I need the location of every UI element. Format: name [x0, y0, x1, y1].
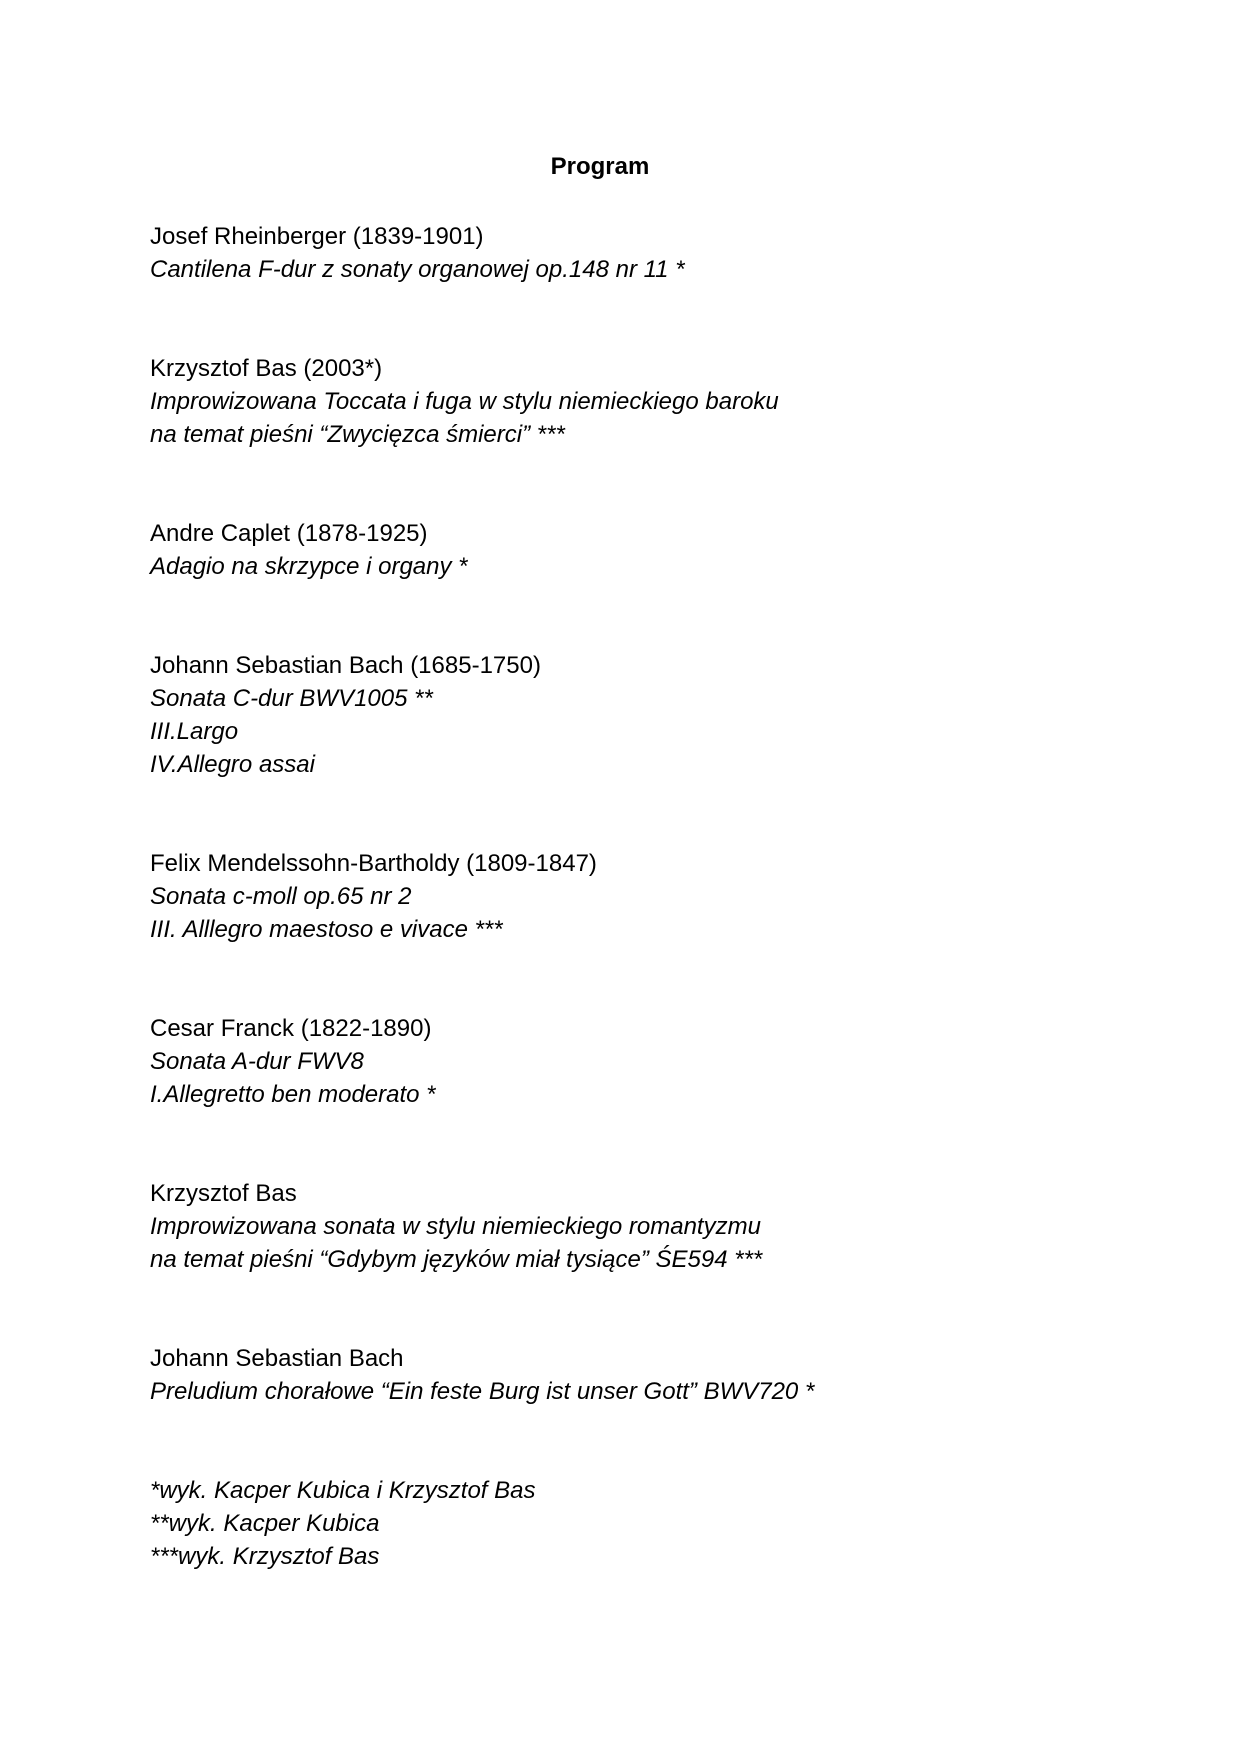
work-title: Improwizowana sonata w stylu niemieckiego romantyzmu: [150, 1213, 761, 1240]
composer-name: Andre Caplet (1878-1925): [150, 520, 428, 547]
program-item: [150, 1342, 1150, 1408]
program-item: [150, 220, 1150, 286]
program-item: [150, 847, 1150, 946]
program-item: [150, 517, 1150, 583]
work-title: Sonata A-dur FWV8: [150, 1048, 364, 1075]
spacer: [150, 1408, 1150, 1474]
program-item: [150, 352, 1150, 451]
program-list: [150, 220, 1150, 1573]
work-title: Improwizowana Toccata i fuga w stylu niemieckiego baroku: [150, 388, 779, 415]
work-title: Sonata C-dur BWV1005 **: [150, 685, 433, 712]
composer-name: Cesar Franck (1822-1890): [150, 1015, 432, 1042]
composer-name: Krzysztof Bas (2003*): [150, 355, 383, 382]
spacer: [150, 946, 1150, 1012]
work-title: na temat pieśni “Zwycięzca śmierci” ***: [150, 421, 565, 448]
spacer: [150, 1111, 1150, 1177]
program-item: [150, 649, 1150, 781]
work-title: Adagio na skrzypce i organy *: [150, 553, 468, 580]
work-movement: III.Largo: [150, 718, 239, 745]
work-title: Cantilena F-dur z sonaty organowej op.148 nr 11 *: [150, 256, 685, 283]
composer-name: Josef Rheinberger (1839-1901): [150, 223, 484, 250]
spacer: [150, 781, 1150, 847]
spacer: [150, 583, 1150, 649]
work-movement: IV.Allegro assai: [150, 751, 315, 778]
work-movement: III. Alllegro maestoso e vivace ***: [150, 916, 503, 943]
composer-name: Felix Mendelssohn-Bartholdy (1809-1847): [150, 850, 597, 877]
work-title: Sonata c-moll op.65 nr 2: [150, 883, 412, 910]
footnote: *wyk. Kacper Kubica i Krzysztof Bas: [150, 1477, 536, 1504]
program-item: [150, 1177, 1150, 1276]
footnote: ***wyk. Krzysztof Bas: [150, 1543, 380, 1570]
composer-name: Krzysztof Bas: [150, 1180, 297, 1207]
composer-name: Johann Sebastian Bach (1685-1750): [150, 652, 541, 679]
spacer: [150, 286, 1150, 352]
footnote: **wyk. Kacper Kubica: [150, 1510, 380, 1537]
spacer: [150, 1276, 1150, 1342]
spacer: [150, 451, 1150, 517]
work-title: Preludium chorałowe “Ein feste Burg ist unser Gott” BWV720 *: [150, 1378, 815, 1405]
composer-name: Johann Sebastian Bach: [150, 1345, 404, 1372]
footnotes: [150, 1474, 1150, 1573]
program-item: [150, 1012, 1150, 1111]
work-movement: I.Allegretto ben moderato *: [150, 1081, 436, 1108]
page-title: Program: [550, 153, 650, 180]
work-title: na temat pieśni “Gdybym języków miał tysiące” ŚE594 ***: [150, 1246, 763, 1273]
